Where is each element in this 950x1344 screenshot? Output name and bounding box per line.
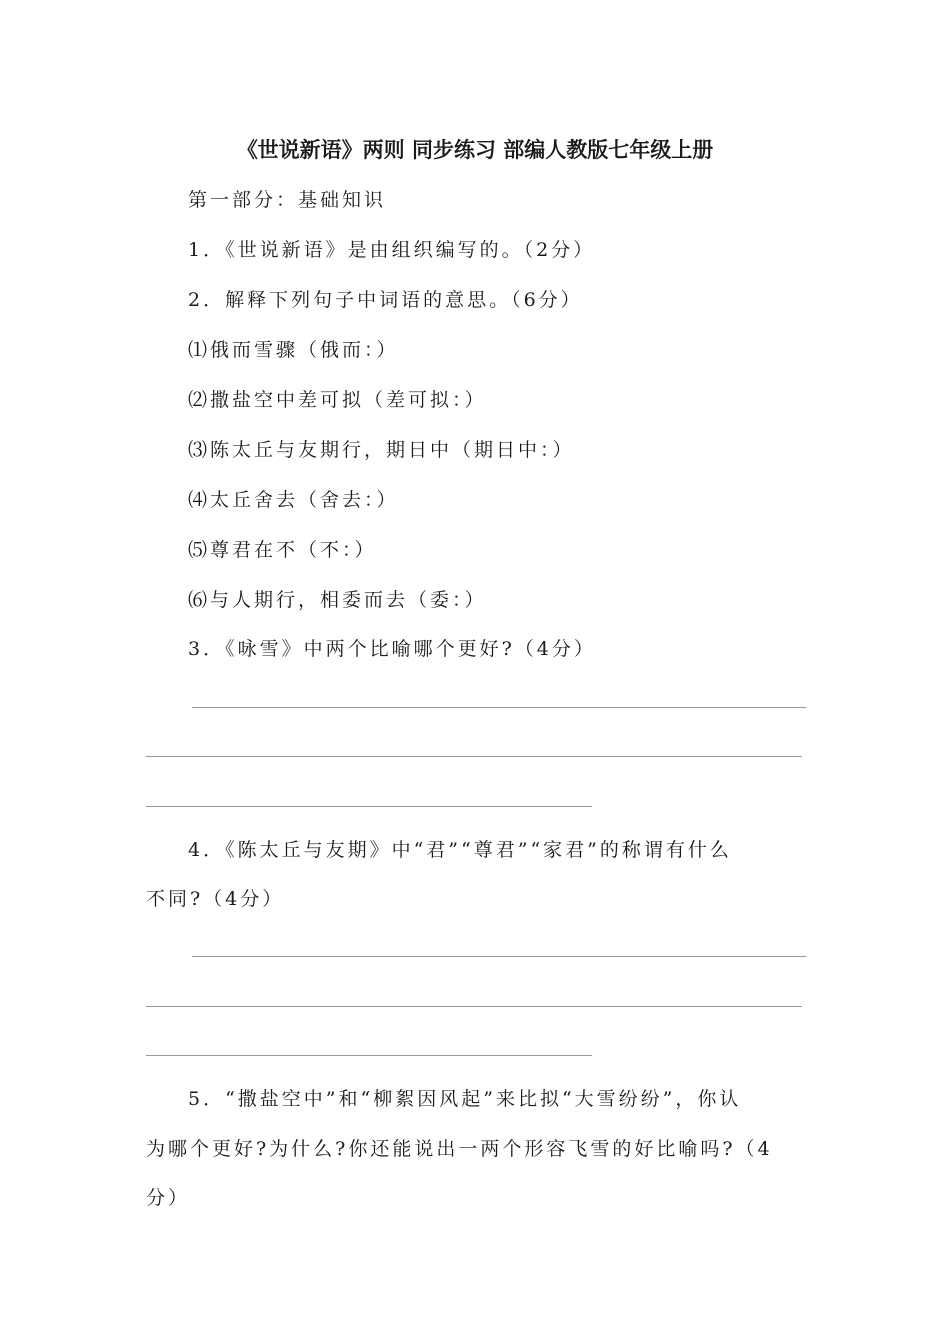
answer-line [146, 1006, 802, 1007]
question-2-item-6: ⑹与人期行，相委而去（委：） [188, 589, 487, 611]
question-2-item-1: ⑴俄而雪骤（俄而：） [188, 339, 399, 361]
question-4-line-2: 不同?（4分） [146, 888, 285, 910]
question-2-stem: 2．解释下列句子中词语的意思。（6分） [188, 289, 583, 311]
question-5-line-3: 分） [146, 1187, 191, 1209]
answer-line [192, 956, 806, 957]
question-2-item-2: ⑵撒盐空中差可拟（差可拟：） [188, 389, 487, 411]
question-4-line-1: 4．《陈太丘与友期》中“君”“尊君”“家君”的称谓有什么 [188, 839, 732, 861]
question-2-item-3: ⑶陈太丘与友期行，期日中（期日中：） [188, 439, 575, 461]
question-1: 1．《世说新语》是由组织编写的。（2分） [188, 239, 596, 261]
section-heading: 第一部分：基础知识 [188, 189, 387, 211]
answer-line [192, 707, 806, 708]
answer-line [146, 756, 802, 757]
question-3: 3．《咏雪》中两个比喻哪个更好?（4分） [188, 638, 596, 660]
question-5-line-2: 为哪个更好?为什么?你还能说出一两个形容飞雪的好比喻吗?（4 [146, 1138, 773, 1160]
question-5-line-1: 5．“撒盐空中”和“柳絮因风起”来比拟“大雪纷纷”，你认 [188, 1088, 742, 1110]
document-title: 《世说新语》两则 同步练习 部编人教版七年级上册 [236, 138, 714, 162]
answer-line [146, 1055, 592, 1056]
answer-line [146, 806, 592, 807]
question-2-item-4: ⑷太丘舍去（舍去：） [188, 489, 399, 511]
question-2-item-5: ⑸尊君在不（不：） [188, 539, 377, 561]
